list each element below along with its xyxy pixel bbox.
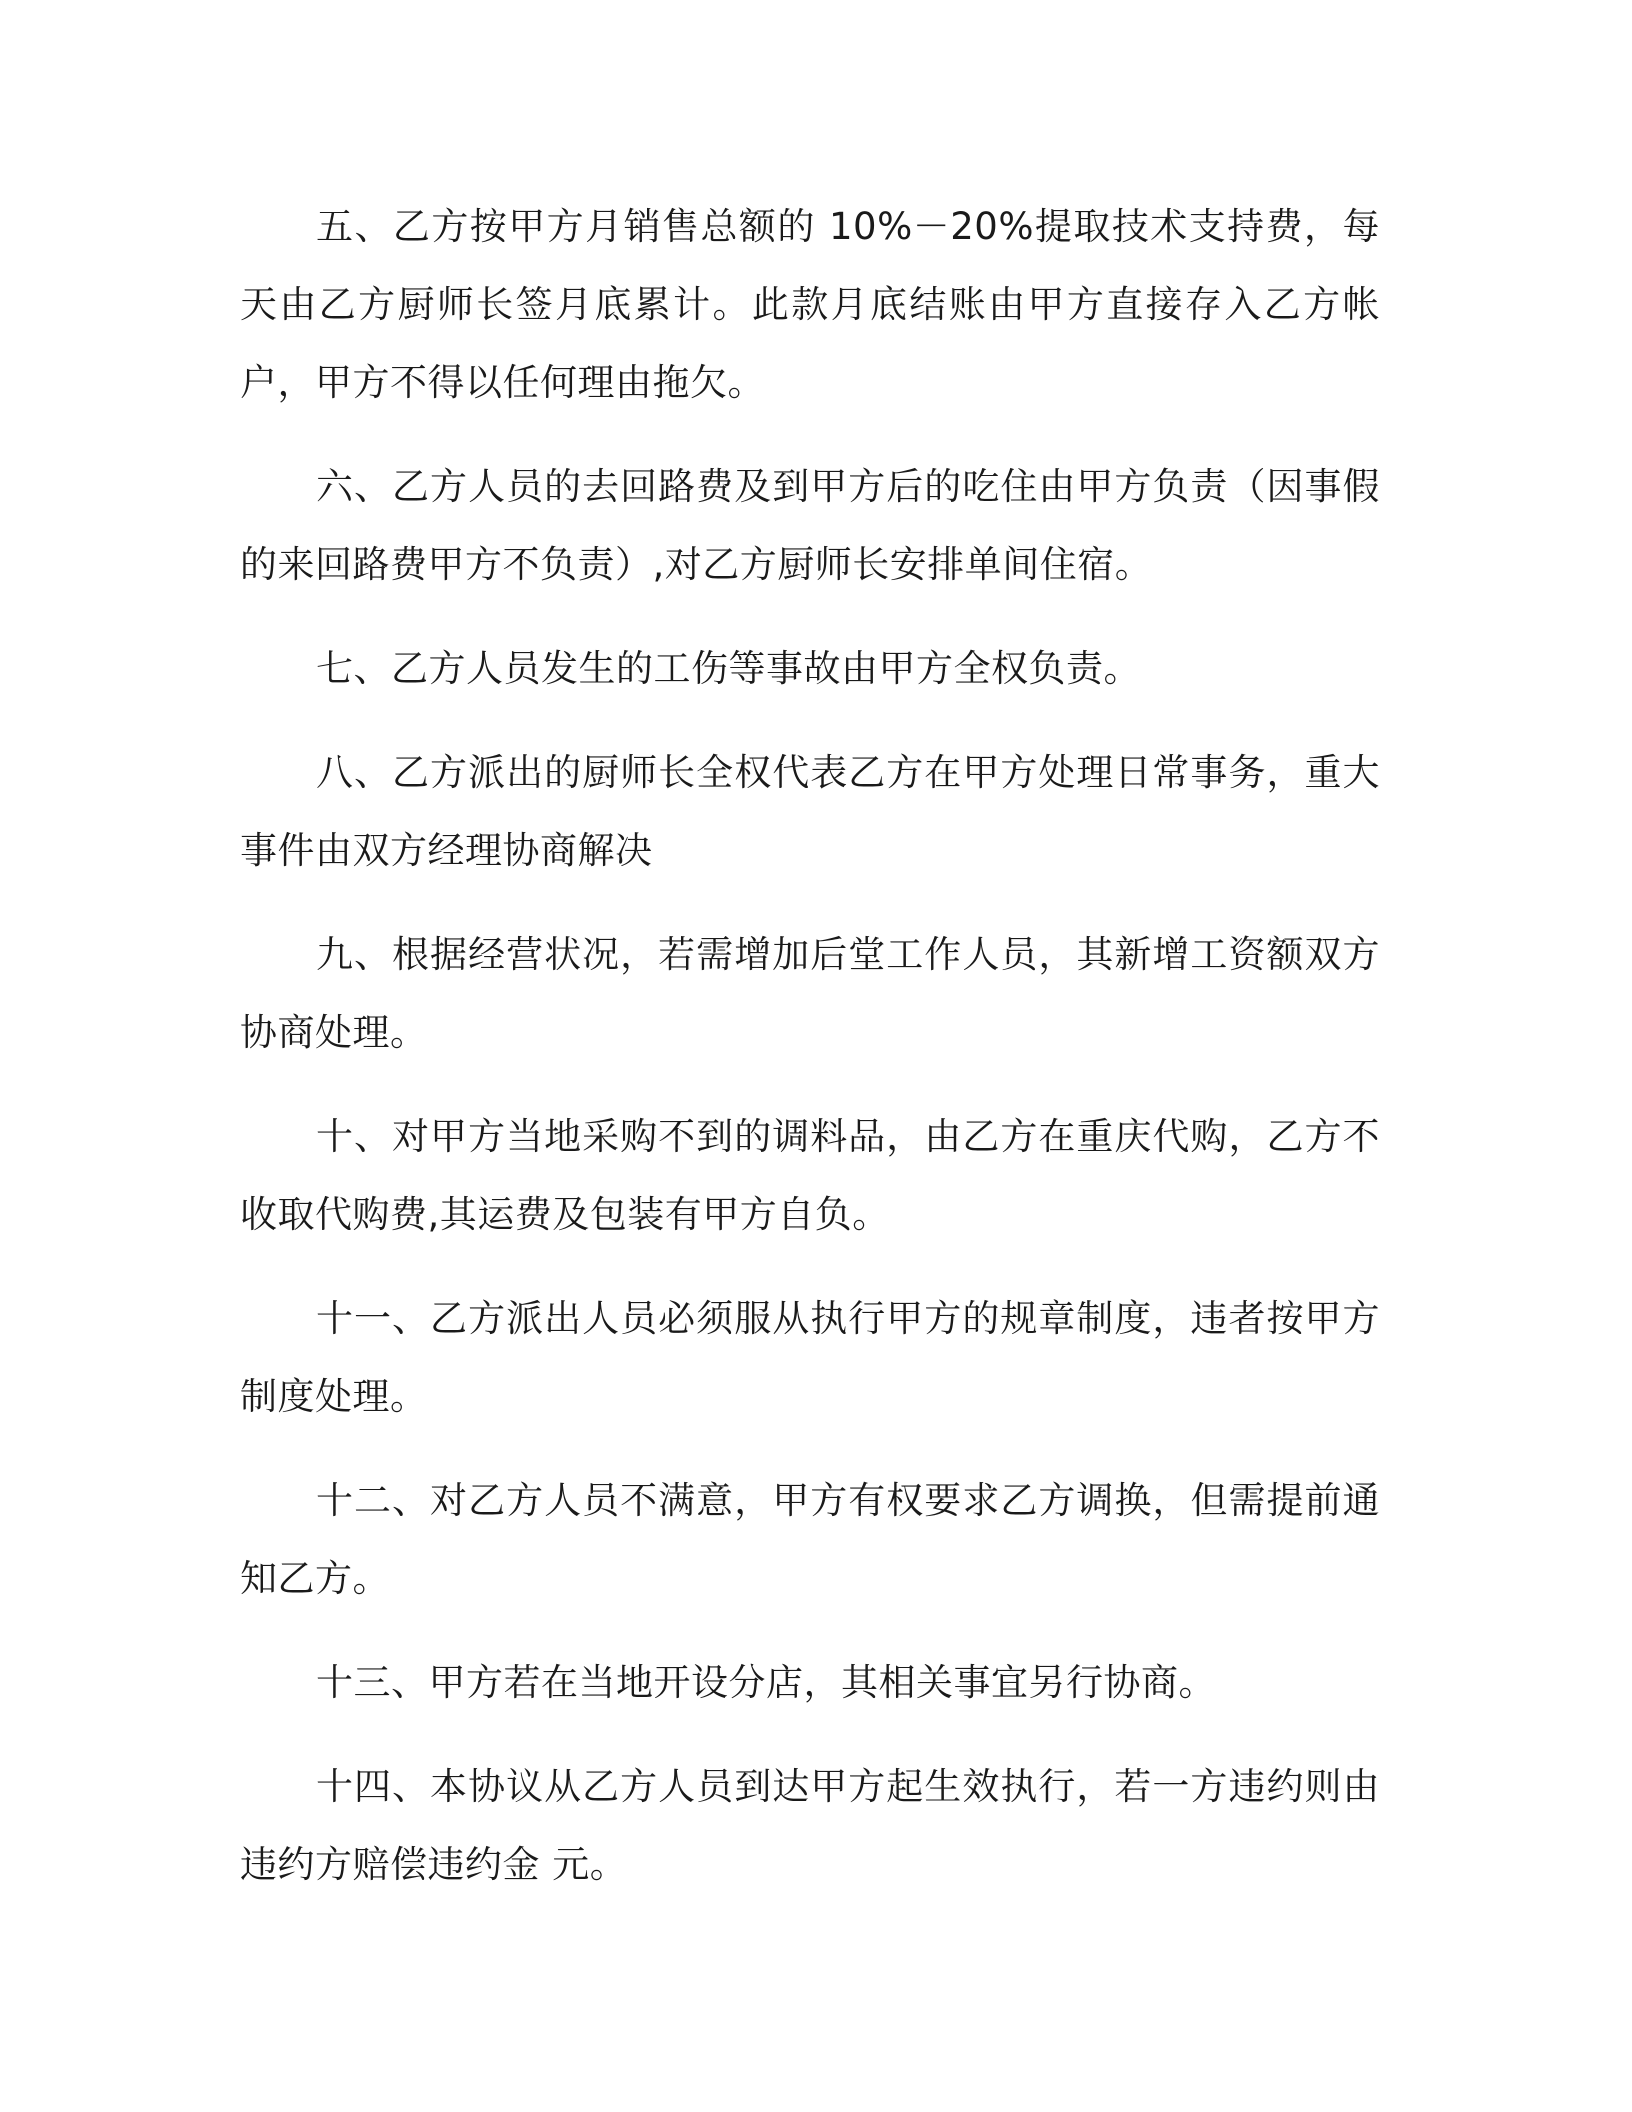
clause-14: 十四、本协议从乙方人员到达甲方起生效执行，若一方违约则由违约方赔偿违约金 元。 [240, 1765, 1380, 1886]
clause-5: 五、乙方按甲方月销售总额的 10%－20%提取技术支持费，每天由乙方厨师长签月底累计。此款月底结账由甲方直接存入乙方帐户，甲方不得以任何理由拖欠。 [240, 205, 1380, 404]
clause-10: 十、对甲方当地采购不到的调料品，由乙方在重庆代购，乙方不收取代购费,其运费及包装有甲方自负。 [240, 1115, 1380, 1236]
clause-6: 六、乙方人员的去回路费及到甲方后的吃住由甲方负责（因事假的来回路费甲方不负责）,对乙方厨师长安排单间住宿。 [240, 465, 1380, 586]
clause-8: 八、乙方派出的厨师长全权代表乙方在甲方处理日常事务，重大事件由双方经理协商解决 [240, 751, 1380, 872]
clause-11: 十一、乙方派出人员必须服从执行甲方的规章制度，违者按甲方制度处理。 [240, 1297, 1380, 1418]
clause-9: 九、根据经营状况，若需增加后堂工作人员，其新增工资额双方协商处理。 [240, 933, 1380, 1054]
contract-clauses [240, 188, 1380, 1930]
clause-7: 七、乙方人员发生的工伤等事故由甲方全权负责。 [316, 647, 1141, 690]
clause-13: 十三、甲方若在当地开设分店，其相关事宜另行协商。 [316, 1661, 1216, 1704]
clause-12: 十二、对乙方人员不满意，甲方有权要求乙方调换，但需提前通知乙方。 [240, 1479, 1380, 1600]
